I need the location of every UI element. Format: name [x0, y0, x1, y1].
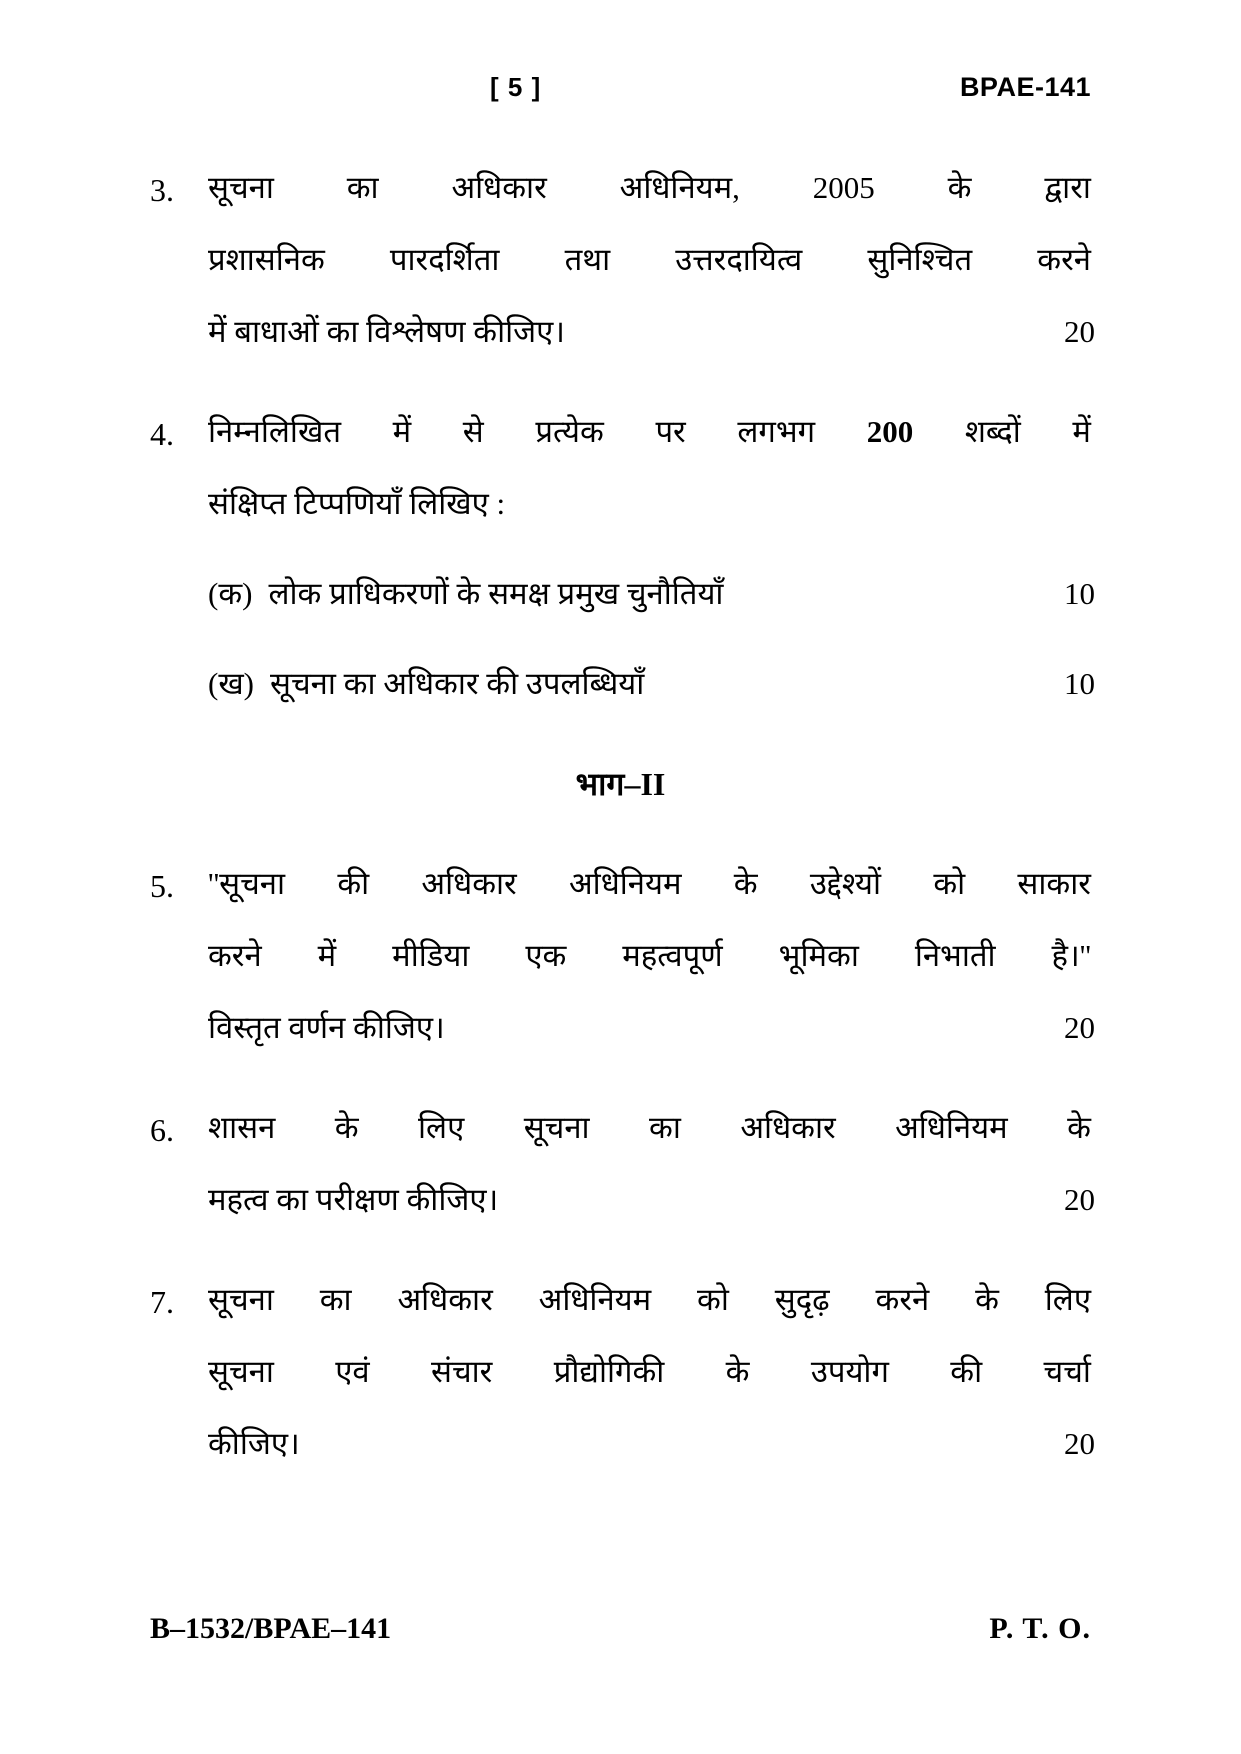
question-6-body: [208, 1092, 1095, 1236]
word: तथा: [564, 242, 611, 277]
word: के: [947, 170, 972, 205]
word: अधिकार: [451, 170, 547, 205]
footer-pto: P. T. O.: [989, 1612, 1091, 1645]
word: महत्वपूर्ण: [622, 938, 723, 973]
line-words: [208, 152, 1091, 224]
question-6: [150, 1092, 1095, 1236]
question-4-subitem-a: [150, 558, 1095, 630]
word: का: [319, 1282, 352, 1317]
subitem-label: (क): [208, 576, 253, 611]
word: लगभग: [737, 414, 816, 449]
question-4-line-2: [208, 468, 1091, 540]
question-5: [150, 848, 1095, 1064]
word: उत्तरदायित्व: [675, 242, 803, 277]
question-6-marks: 20: [1064, 1182, 1095, 1217]
question-5-line-2: [208, 920, 1091, 992]
word: में: [317, 938, 337, 973]
question-7-number: 7.: [150, 1284, 174, 1320]
question-4-line-1: [208, 396, 1091, 468]
word: द्वारा: [1044, 170, 1091, 205]
line-words: [208, 1336, 1091, 1408]
subitem-label: (ख): [208, 666, 255, 701]
word: अधिकार: [397, 1282, 493, 1317]
word: करने: [208, 938, 262, 973]
line-words: [208, 1264, 1091, 1336]
question-3-line-1: [208, 152, 1091, 224]
question-5-number: 5.: [150, 868, 174, 904]
word: उपयोग: [810, 1354, 889, 1389]
word: सूचना: [208, 170, 274, 205]
word: साकार: [1017, 866, 1091, 901]
word: सूचना: [523, 1110, 590, 1145]
line-words: [208, 848, 1091, 920]
question-4-number: 4.: [150, 416, 174, 452]
word: के: [1067, 1110, 1091, 1145]
word: उद्देश्यों: [809, 866, 882, 901]
question-7-body: [208, 1264, 1095, 1480]
word: लिए: [418, 1110, 465, 1145]
word: के: [733, 866, 758, 901]
word: सुदृढ़: [774, 1282, 830, 1317]
question-5-body: [208, 848, 1095, 1064]
footer-paper-id: B–1532/BPAE–141: [150, 1612, 392, 1645]
word: मीडिया: [392, 938, 470, 973]
word: के: [334, 1110, 359, 1145]
question-3-line-2: [208, 224, 1091, 296]
word: अधिकार: [740, 1110, 836, 1145]
word: प्रत्येक: [535, 414, 604, 449]
question-3: [150, 152, 1095, 368]
question-3-line-3: [208, 296, 1095, 368]
word: का: [649, 1110, 681, 1145]
question-6-line-2: [208, 1164, 1095, 1236]
word: को: [697, 1282, 729, 1317]
line-text: महत्व का परीक्षण कीजिए।: [208, 1182, 499, 1217]
subitem-marks: 10: [1064, 666, 1095, 701]
line-text: विस्तृत वर्णन कीजिए।: [208, 1010, 445, 1045]
page-number: [ 5 ]: [490, 72, 542, 102]
word: अधिकार: [421, 866, 517, 901]
subitem-marks: 10: [1064, 576, 1095, 611]
question-7-line-1: [208, 1264, 1091, 1336]
question-3-body: [208, 152, 1095, 368]
word: अधिनियम,: [619, 170, 740, 205]
word: अधिनियम: [538, 1282, 652, 1317]
line-words: [208, 920, 1091, 992]
word: के: [725, 1354, 750, 1389]
line-words: [208, 396, 1091, 468]
question-4: [150, 396, 1091, 540]
word: है।'': [1051, 938, 1091, 973]
word: ''सूचना: [208, 866, 286, 901]
question-5-line-1: [208, 848, 1091, 920]
question-4-subitem-b: [150, 648, 1095, 720]
word: पारदर्शिता: [389, 242, 500, 277]
word: की: [337, 866, 370, 901]
question-4-body: [208, 396, 1091, 540]
question-3-number: 3.: [150, 172, 174, 208]
question-3-marks: 20: [1064, 314, 1095, 349]
word: निभाती: [914, 938, 996, 973]
subitem-text: लोक प्राधिकरणों के समक्ष प्रमुख चुनौतियाँ: [268, 576, 724, 611]
page-header: [150, 72, 1091, 124]
word: में: [1072, 414, 1091, 449]
word: 2005: [812, 170, 875, 205]
paper-code: BPAE-141: [959, 72, 1091, 102]
question-7-line-2: [208, 1336, 1091, 1408]
word: शब्दों: [964, 414, 1021, 449]
word: करने: [875, 1282, 930, 1317]
word: अधिनियम: [895, 1110, 1008, 1145]
word: प्रौद्योगिकी: [553, 1354, 665, 1389]
question-7-marks: 20: [1064, 1426, 1095, 1461]
question-6-line-1: [208, 1092, 1091, 1164]
word: एक: [525, 938, 567, 973]
word: संचार: [431, 1354, 493, 1389]
word: शासन: [208, 1110, 276, 1145]
question-7-line-3: [208, 1408, 1095, 1480]
line-words: [208, 1092, 1091, 1164]
question-6-number: 6.: [150, 1112, 174, 1148]
page-footer: [150, 1612, 1091, 1646]
word-count-value: 200: [866, 414, 914, 449]
word: से: [462, 414, 484, 449]
word: को: [933, 866, 966, 901]
question-7: [150, 1264, 1095, 1480]
subitem-text: सूचना का अधिकार की उपलब्धियाँ: [270, 666, 645, 701]
word: सूचना: [208, 1282, 274, 1317]
line-words: [208, 224, 1091, 296]
line-text: कीजिए।: [208, 1426, 300, 1461]
line-text: संक्षिप्त टिप्पणियाँ लिखिए :: [208, 486, 506, 521]
word: अधिनियम: [568, 866, 682, 901]
word: की: [950, 1354, 983, 1389]
section-heading-part-2: भाग–II: [575, 766, 666, 802]
word: पर: [655, 414, 686, 449]
word: लिए: [1044, 1282, 1091, 1317]
word: प्रशासनिक: [208, 242, 325, 277]
line-text: में बाधाओं का विश्लेषण कीजिए।: [208, 314, 566, 349]
word: सुनिश्चित: [867, 242, 973, 277]
word: निम्नलिखित: [208, 414, 341, 449]
word: में: [392, 414, 412, 449]
word: का: [346, 170, 379, 205]
question-5-line-3: [208, 992, 1095, 1064]
word: एवं: [335, 1354, 370, 1389]
word: चर्चा: [1043, 1354, 1091, 1389]
word: करने: [1037, 242, 1091, 277]
word: के: [975, 1282, 999, 1317]
question-5-marks: 20: [1064, 1010, 1095, 1045]
word: सूचना: [208, 1354, 274, 1389]
word: भूमिका: [778, 938, 859, 973]
